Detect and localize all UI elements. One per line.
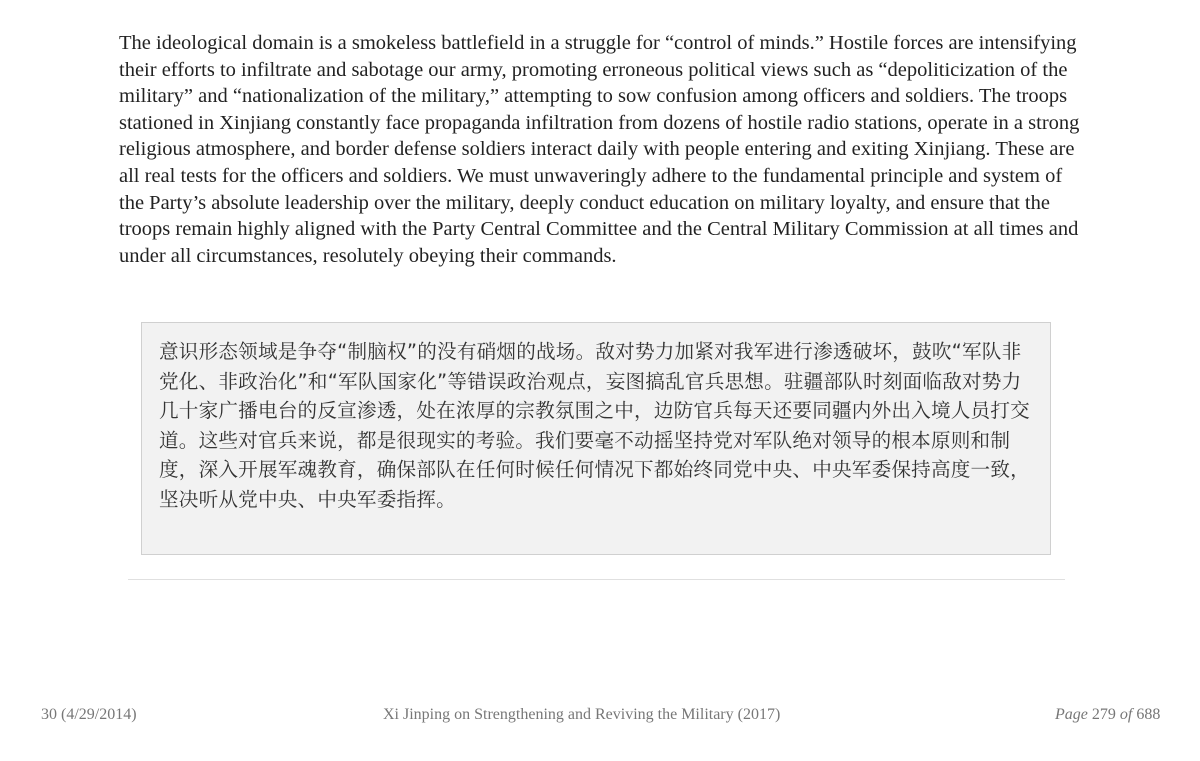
total-page-count: 688 [1136, 706, 1161, 723]
page-of-label: of [1119, 706, 1133, 723]
english-translation-paragraph: The ideological domain is a smokeless battlefield in a struggle for “control of minds.” Hostile forces are intensifying their efforts to infiltrate and sabotage our army, promoting erroneous political views such as “depoliticization of the military” and “nationalization of the military,” attempting to sow confusion among officers and soldiers. The troops stationed in Xinjiang constantly face propaganda infiltration from dozens of hostile radio stations, operate in a strong religious atmosphere, and border defense soldiers interact daily with people entering and exiting Xinjiang. These are all real tests for the officers and soldiers. We must unwaveringly adhere to the fundamental principle and system of the Party’s absolute leadership over the military, deeply conduct education on military loyalty, and ensure that the troops remain highly aligned with the Party Central Committee and the Central Military Commission at all times and under all circumstances, resolutely obeying their commands. [119, 32, 1080, 267]
page-label: Page [1055, 706, 1088, 723]
footer-book-title: Xi Jinping on Strengthening and Reviving the Military (2017) [383, 706, 781, 723]
chinese-original-quote-box [141, 322, 1051, 555]
chinese-original-paragraph: 意识形态领域是争夺“制脑权”的没有硝烟的战场。敌对势力加紧对我军进行渗透破坏，鼓吹“军队非党化、非政治化”和“军队国家化”等错误政治观点，妄图搞乱官兵思想。驻疆部队时刻面临敌对势力几十家广播电台的反宣渗透，处在浓厚的宗教氛围之中，边防官兵每天还要同疆内外出入境人员打交道。这些对官兵来说，都是很现实的考验。我们要毫不动摇坚持党对军队绝对领导的根本原则和制度，深入开展军魂教育，确保部队在任何时候任何情况下都始终同党中央、中央军委保持高度一致，坚决听从党中央、中央军委指挥。 [159, 340, 1030, 511]
footer-page-indicator [1055, 706, 1160, 724]
section-divider [128, 579, 1065, 580]
footer-section-reference: 30 (4/29/2014) [41, 706, 137, 723]
current-page-number: 279 [1091, 706, 1116, 723]
